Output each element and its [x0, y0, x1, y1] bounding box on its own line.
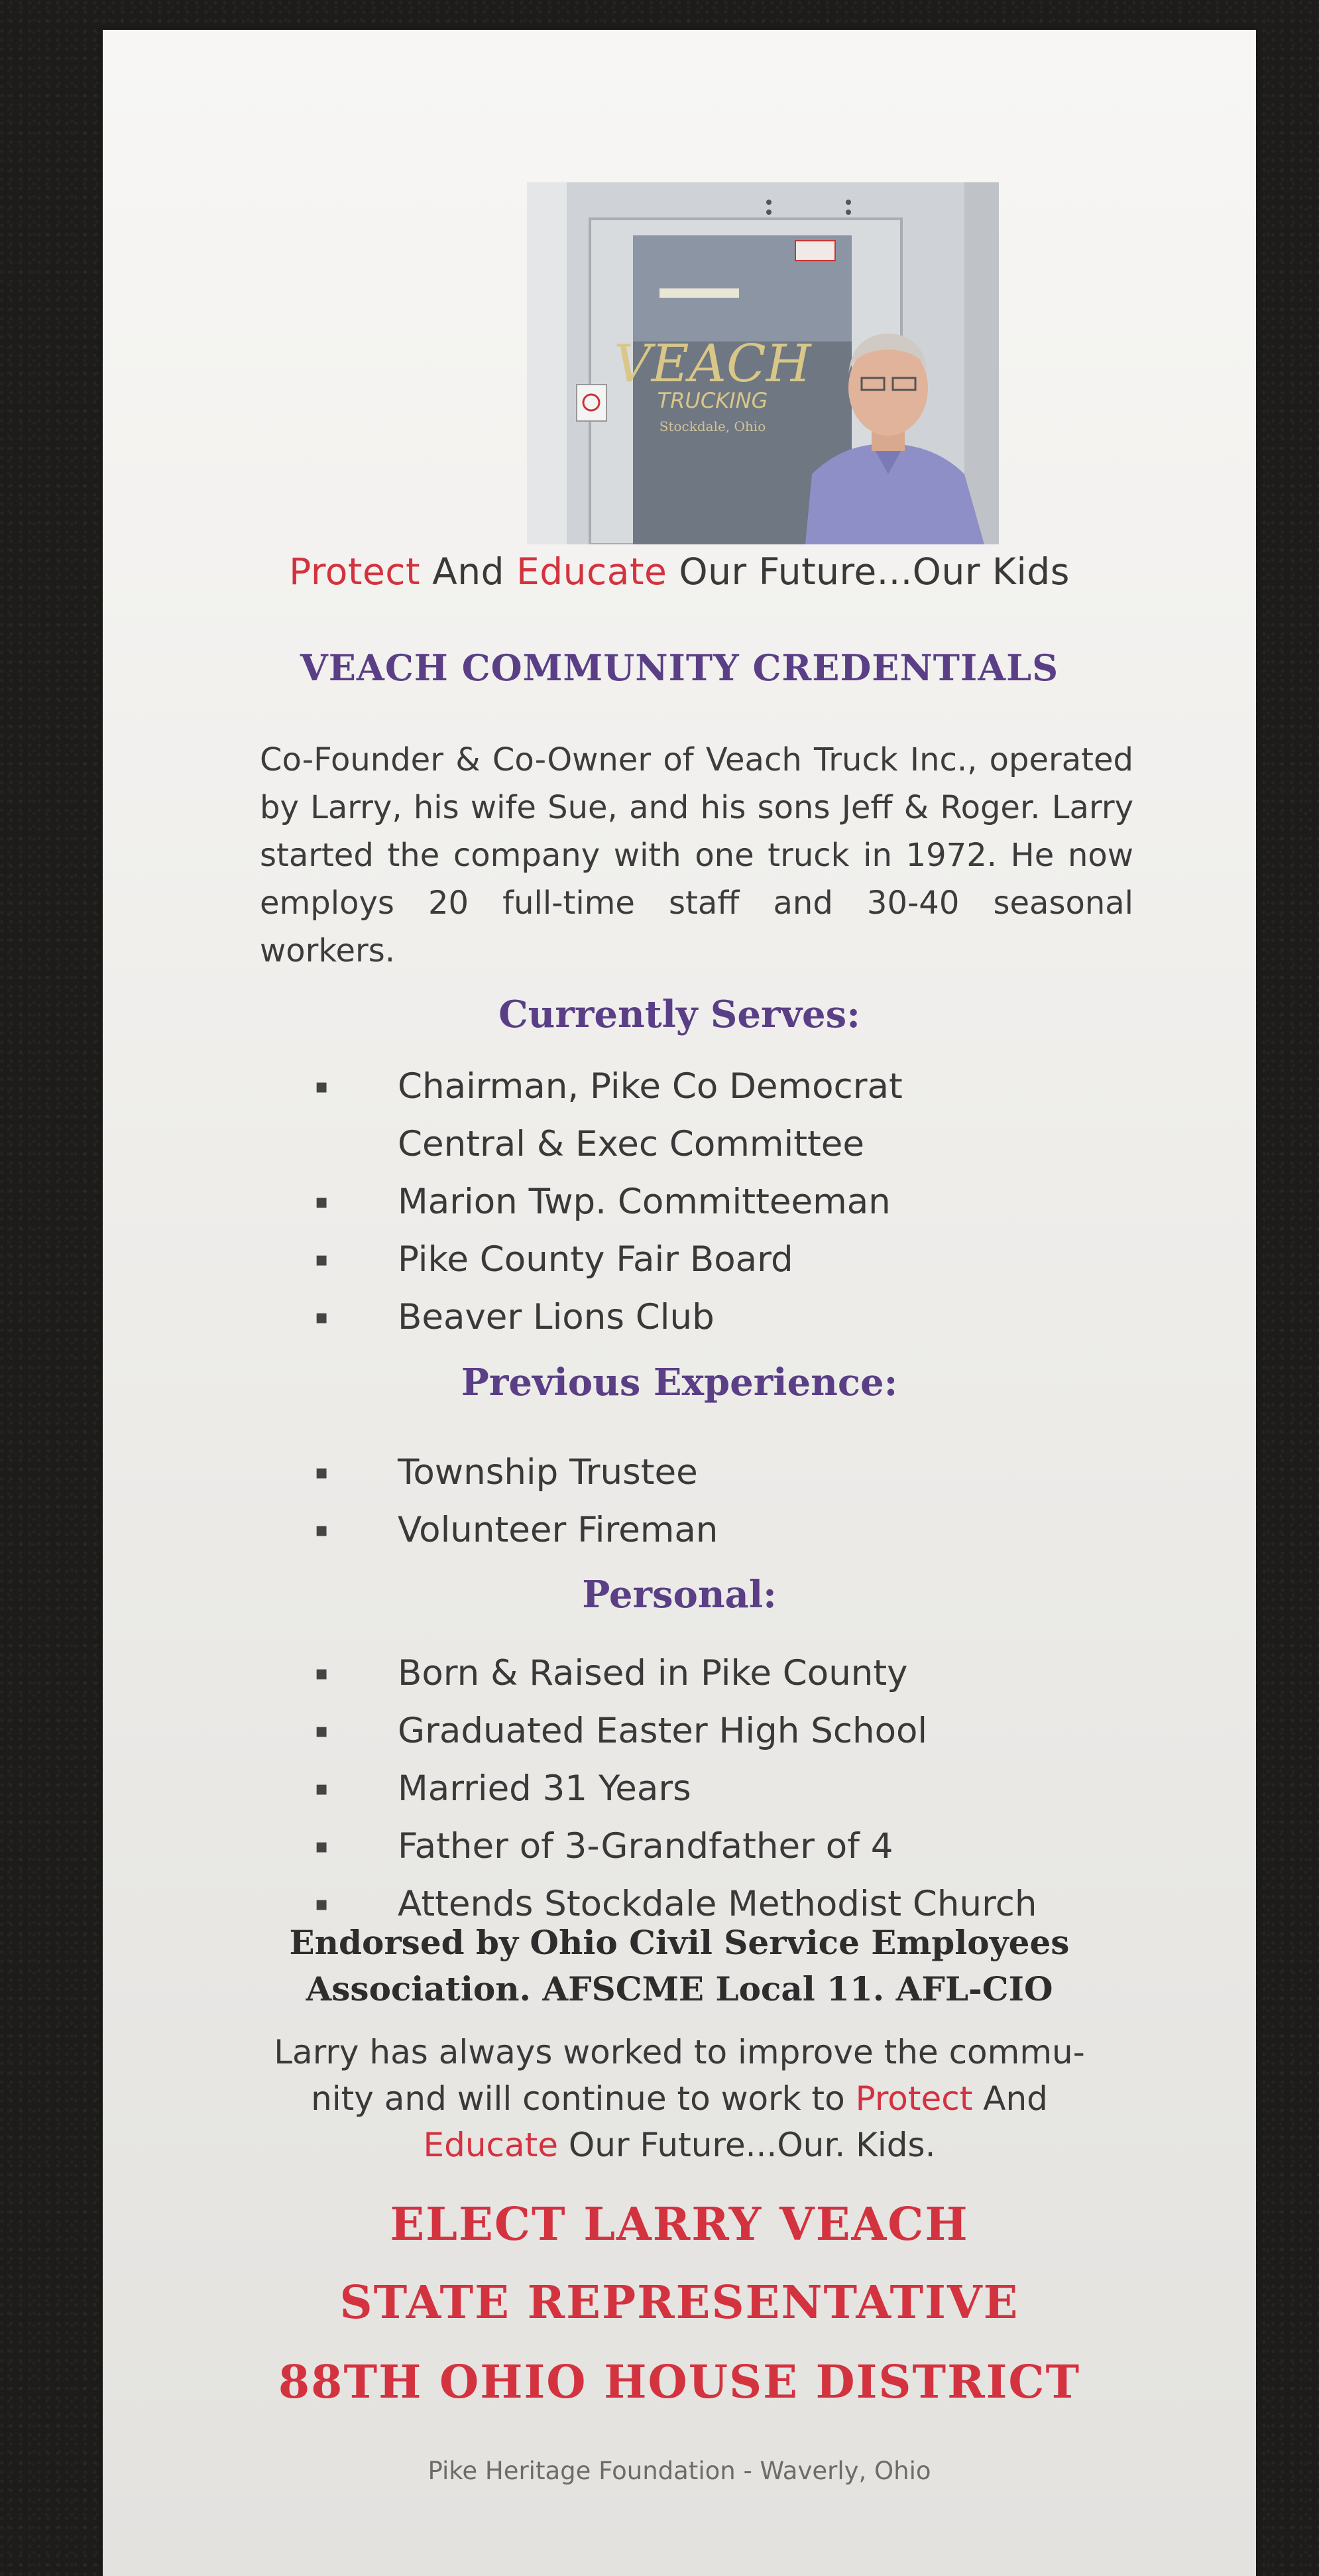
slogan-and: And [420, 550, 516, 593]
candidate-photo [527, 182, 999, 544]
list-item-text: Chairman, Pike Co Democrat [398, 1066, 903, 1107]
footer-credit: Pike Heritage Foundation - Waverly, Ohio [428, 2457, 931, 2485]
endorsement-line-2: Association. AFSCME Local 11. AFL-CIO [306, 1969, 1053, 2008]
list-item [103, 1443, 718, 1501]
endorsement-line-1: Endorsed by Ohio Civil Service Employees [289, 1923, 1070, 1962]
closing-text: nity and will continue to work to [311, 2079, 856, 2118]
list-item-text: Father of 3-Grandfather of 4 [398, 1826, 893, 1867]
credentials-text: Co-Founder & Co-Owner of Veach Truck Inc., operated by Larry, his wife Sue, and his sons Jeff & Roger. Larry started the company with one truck in 1972. He now employs 20 full-time staff and 30-40 seasonal workers. [260, 741, 1133, 969]
list-item-text: Volunteer Fireman [398, 1510, 718, 1550]
personal-list [103, 1644, 1037, 1933]
closing-and: And [972, 2079, 1048, 2118]
bullet-icon: ▪ [315, 1719, 329, 1743]
list-item [103, 1760, 1037, 1817]
currently-serves-list [103, 1058, 903, 1346]
bullet-icon: ▪ [315, 1075, 329, 1098]
list-item-text: Married 31 Years [398, 1768, 691, 1809]
elect-line-1: ELECT LARRY VEACH [390, 2198, 969, 2251]
closing-line-1: Larry has always worked to improve the commu- [274, 2033, 1085, 2071]
list-item [103, 1231, 903, 1288]
bullet-icon: ▪ [315, 1777, 329, 1800]
closing-protect: Protect [855, 2079, 973, 2118]
closing-rest: Our Future...Our. Kids. [558, 2126, 936, 2164]
list-item [103, 1288, 903, 1346]
list-item [103, 1702, 1037, 1760]
elect-line-2: STATE REPRESENTATIVE [339, 2276, 1019, 2329]
list-item [103, 1115, 903, 1173]
currently-serves-heading: Currently Serves: [498, 993, 860, 1036]
bullet-icon: ▪ [315, 1835, 329, 1858]
bullet-icon: ▪ [315, 1190, 329, 1213]
slogan-rest: Our Future...Our Kids [667, 550, 1070, 593]
door-sign-veach: VEACH [614, 334, 811, 394]
endorsement [103, 1920, 1256, 2012]
bullet-icon: ▪ [315, 1248, 329, 1271]
previous-experience-heading: Previous Experience: [461, 1361, 898, 1404]
list-item [103, 1817, 1037, 1875]
door-sign-location: Stockdale, Ohio [659, 418, 766, 434]
list-item [103, 1058, 903, 1115]
list-item [103, 1644, 1037, 1702]
bullet-icon: ▪ [315, 1518, 329, 1542]
list-item-text: Beaver Lions Club [398, 1297, 715, 1337]
previous-experience-list [103, 1443, 718, 1559]
bullet-icon: ▪ [315, 1662, 329, 1685]
credentials-heading: VEACH COMMUNITY CREDENTIALS [300, 646, 1059, 689]
closing-line-2 [103, 2075, 1256, 2122]
list-item [103, 1173, 903, 1231]
list-item-text: Pike County Fair Board [398, 1239, 793, 1280]
list-item-text: Marion Twp. Committeeman [398, 1182, 891, 1222]
closing-line-3 [103, 2122, 1256, 2168]
closing-paragraph [103, 2029, 1256, 2168]
slogan-protect: Protect [289, 550, 421, 593]
list-item-text: Central & Exec Committee [398, 1124, 865, 1164]
flyer-card [103, 30, 1256, 2576]
list-item-text: Township Trustee [398, 1452, 698, 1493]
door-sign-trucking: TRUCKING [657, 388, 768, 413]
bullet-icon: ▪ [315, 1306, 329, 1329]
closing-educate: Educate [423, 2126, 559, 2164]
list-item-text: Graduated Easter High School [398, 1711, 928, 1751]
bullet-icon: ▪ [315, 1892, 329, 1916]
list-item-text: Born & Raised in Pike County [398, 1653, 908, 1693]
elect-line-3: 88TH OHIO HOUSE DISTRICT [278, 2356, 1081, 2409]
slogan-educate: Educate [516, 550, 667, 593]
list-item-text: Attends Stockdale Methodist Church [398, 1884, 1037, 1924]
bullet-icon: ▪ [315, 1461, 329, 1484]
slogan [103, 550, 1256, 593]
personal-heading: Personal: [582, 1573, 777, 1617]
photo-illustration [527, 182, 999, 544]
list-item [103, 1501, 718, 1559]
